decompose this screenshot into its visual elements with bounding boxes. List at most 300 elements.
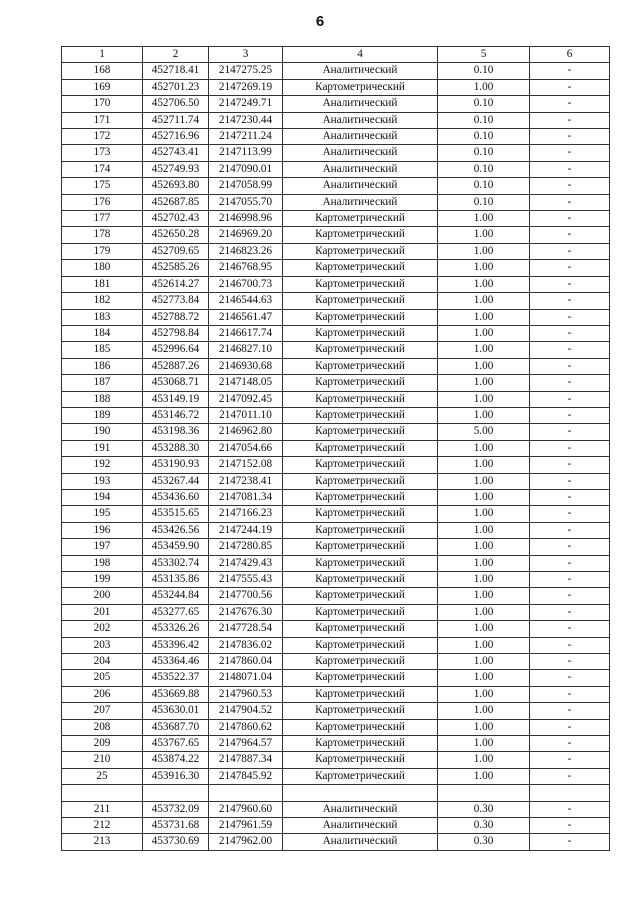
table-cell: 2147249.71 xyxy=(209,96,283,112)
table-cell: 453396.42 xyxy=(143,637,209,653)
table-row xyxy=(62,211,610,227)
table-row xyxy=(62,555,610,571)
table-cell: 2147152.08 xyxy=(209,457,283,473)
table-cell: 205 xyxy=(62,670,143,686)
page-number: 6 xyxy=(315,13,325,30)
table-cell: Картометрический xyxy=(283,260,438,276)
table-row xyxy=(62,309,610,325)
table-cell: 1.00 xyxy=(438,654,530,670)
table-cell: - xyxy=(530,227,610,243)
table-cell: - xyxy=(530,703,610,719)
table-row xyxy=(62,178,610,194)
table-cell: 1.00 xyxy=(438,588,530,604)
table-cell: - xyxy=(530,588,610,604)
table-cell: 452693.80 xyxy=(143,178,209,194)
table-cell: 2147269.19 xyxy=(209,79,283,95)
table-cell: - xyxy=(530,801,610,817)
table-cell: 452709.65 xyxy=(143,243,209,259)
table-cell: 183 xyxy=(62,309,143,325)
table-cell: 207 xyxy=(62,703,143,719)
table-cell: Картометрический xyxy=(283,293,438,309)
column-header: 2 xyxy=(143,47,209,63)
table-cell: 453687.70 xyxy=(143,719,209,735)
table-cell: 1.00 xyxy=(438,342,530,358)
table-cell: 453730.69 xyxy=(143,834,209,850)
table-cell: 1.00 xyxy=(438,227,530,243)
table-row xyxy=(62,670,610,686)
table-cell: 213 xyxy=(62,834,143,850)
table-cell: 1.00 xyxy=(438,293,530,309)
table-cell: 1.00 xyxy=(438,539,530,555)
table-cell: - xyxy=(530,358,610,374)
table-cell: 210 xyxy=(62,752,143,768)
table-cell: 452702.43 xyxy=(143,211,209,227)
table-cell: 2147960.60 xyxy=(209,801,283,817)
table-cell: 453459.90 xyxy=(143,539,209,555)
table-cell: Аналитический xyxy=(283,834,438,850)
table-cell: - xyxy=(530,440,610,456)
table-cell: Картометрический xyxy=(283,391,438,407)
table-cell: 169 xyxy=(62,79,143,95)
table-cell: Аналитический xyxy=(283,178,438,194)
table-cell: Картометрический xyxy=(283,440,438,456)
table-cell: 2147836.02 xyxy=(209,637,283,653)
table-cell: 2147238.41 xyxy=(209,473,283,489)
table-cell: Картометрический xyxy=(283,227,438,243)
table-cell: 2147148.05 xyxy=(209,375,283,391)
table-row xyxy=(62,424,610,440)
column-header: 5 xyxy=(438,47,530,63)
table-cell: 211 xyxy=(62,801,143,817)
column-header: 4 xyxy=(283,47,438,63)
table-cell xyxy=(62,785,143,801)
table-cell: 25 xyxy=(62,768,143,784)
table-row xyxy=(62,719,610,735)
table-cell: - xyxy=(530,96,610,112)
table-cell: Картометрический xyxy=(283,768,438,784)
table-cell: - xyxy=(530,637,610,653)
table-cell: Картометрический xyxy=(283,424,438,440)
table-cell: 1.00 xyxy=(438,572,530,588)
table-cell: 1.00 xyxy=(438,473,530,489)
table-cell: 204 xyxy=(62,654,143,670)
table-cell: 170 xyxy=(62,96,143,112)
table-row xyxy=(62,473,610,489)
table-cell: 2147113.99 xyxy=(209,145,283,161)
table-cell: 190 xyxy=(62,424,143,440)
table-row xyxy=(62,637,610,653)
table-row xyxy=(62,407,610,423)
table-cell: Картометрический xyxy=(283,555,438,571)
table-row xyxy=(62,325,610,341)
table-cell: 189 xyxy=(62,407,143,423)
table-cell: Картометрический xyxy=(283,719,438,735)
table-cell: 453522.37 xyxy=(143,670,209,686)
table-cell: 1.00 xyxy=(438,604,530,620)
table-cell: 1.00 xyxy=(438,440,530,456)
table-cell: - xyxy=(530,260,610,276)
table-cell: Картометрический xyxy=(283,522,438,538)
table-cell: 453426.56 xyxy=(143,522,209,538)
table-cell: 453916.30 xyxy=(143,768,209,784)
table-cell: 173 xyxy=(62,145,143,161)
table-cell: - xyxy=(530,522,610,538)
table-cell: 452585.26 xyxy=(143,260,209,276)
table-cell: - xyxy=(530,407,610,423)
table-cell: 2147960.53 xyxy=(209,686,283,702)
table-cell: 180 xyxy=(62,260,143,276)
table-cell: 1.00 xyxy=(438,637,530,653)
table-row xyxy=(62,63,610,79)
table-cell: 452798.84 xyxy=(143,325,209,341)
table-cell: Аналитический xyxy=(283,112,438,128)
table-row xyxy=(62,801,610,817)
table-cell: Картометрический xyxy=(283,375,438,391)
table-row xyxy=(62,818,610,834)
table-cell: 453277.65 xyxy=(143,604,209,620)
table-cell: 452749.93 xyxy=(143,161,209,177)
table-cell: - xyxy=(530,63,610,79)
table-row xyxy=(62,703,610,719)
table-row xyxy=(62,752,610,768)
table-cell: 0.10 xyxy=(438,96,530,112)
table-cell: 1.00 xyxy=(438,407,530,423)
table-cell: 452706.50 xyxy=(143,96,209,112)
table-cell: 0.30 xyxy=(438,834,530,850)
table-cell: 0.30 xyxy=(438,801,530,817)
table-cell: 198 xyxy=(62,555,143,571)
table-row xyxy=(62,145,610,161)
table-cell: - xyxy=(530,424,610,440)
table-cell: 2147728.54 xyxy=(209,621,283,637)
table-row xyxy=(62,654,610,670)
table-cell: - xyxy=(530,194,610,210)
table-cell: 2147676.30 xyxy=(209,604,283,620)
table-cell: 2147244.19 xyxy=(209,522,283,538)
table-cell: 200 xyxy=(62,588,143,604)
table-cell: Аналитический xyxy=(283,801,438,817)
table-cell: Картометрический xyxy=(283,473,438,489)
table-cell: - xyxy=(530,572,610,588)
table-cell: Картометрический xyxy=(283,358,438,374)
table-cell: 453198.36 xyxy=(143,424,209,440)
table-cell: 177 xyxy=(62,211,143,227)
table-cell: 453326.26 xyxy=(143,621,209,637)
table-row xyxy=(62,522,610,538)
table-cell: - xyxy=(530,752,610,768)
table-cell: Картометрический xyxy=(283,506,438,522)
table-row xyxy=(62,686,610,702)
table-row xyxy=(62,489,610,505)
table-cell: 168 xyxy=(62,63,143,79)
table-cell: 2146998.96 xyxy=(209,211,283,227)
table-cell: 1.00 xyxy=(438,752,530,768)
table-cell: 1.00 xyxy=(438,260,530,276)
table-cell: 2147887.34 xyxy=(209,752,283,768)
table-cell: Картометрический xyxy=(283,572,438,588)
table-cell: Картометрический xyxy=(283,703,438,719)
table-cell: 5.00 xyxy=(438,424,530,440)
table-row xyxy=(62,293,610,309)
table-cell: 2147962.00 xyxy=(209,834,283,850)
table-cell: 2147011.10 xyxy=(209,407,283,423)
table-cell: 1.00 xyxy=(438,276,530,292)
table-cell: 196 xyxy=(62,522,143,538)
table-cell: - xyxy=(530,391,610,407)
table-cell: Картометрический xyxy=(283,407,438,423)
table-cell: - xyxy=(530,178,610,194)
table-cell: 185 xyxy=(62,342,143,358)
table-row xyxy=(62,572,610,588)
table-cell: 2147081.34 xyxy=(209,489,283,505)
table-cell: Аналитический xyxy=(283,145,438,161)
table-cell: 1.00 xyxy=(438,686,530,702)
table-cell: Аналитический xyxy=(283,129,438,145)
column-header: 3 xyxy=(209,47,283,63)
column-header: 1 xyxy=(62,47,143,63)
table-cell: - xyxy=(530,621,610,637)
table-cell: 452614.27 xyxy=(143,276,209,292)
table-cell: 453731.68 xyxy=(143,818,209,834)
table-cell: 2146700.73 xyxy=(209,276,283,292)
table-cell: 452701.23 xyxy=(143,79,209,95)
table-cell: 2147090.01 xyxy=(209,161,283,177)
table-cell: 1.00 xyxy=(438,309,530,325)
table-cell: Картометрический xyxy=(283,670,438,686)
table-cell: - xyxy=(530,719,610,735)
table-cell: Картометрический xyxy=(283,736,438,752)
table-cell: 1.00 xyxy=(438,719,530,735)
table-cell xyxy=(530,785,610,801)
table-cell: 453135.86 xyxy=(143,572,209,588)
table-cell: 452743.41 xyxy=(143,145,209,161)
table-cell: - xyxy=(530,834,610,850)
table-cell: Аналитический xyxy=(283,96,438,112)
table-cell: 187 xyxy=(62,375,143,391)
table-cell: 453149.19 xyxy=(143,391,209,407)
table-cell: 2147429.43 xyxy=(209,555,283,571)
table-cell: Картометрический xyxy=(283,325,438,341)
table-cell: 192 xyxy=(62,457,143,473)
table-row xyxy=(62,358,610,374)
table-cell: 0.10 xyxy=(438,145,530,161)
table-row xyxy=(62,260,610,276)
table-cell: - xyxy=(530,243,610,259)
table-cell: 0.10 xyxy=(438,194,530,210)
table-cell: 1.00 xyxy=(438,358,530,374)
table-cell: Аналитический xyxy=(283,161,438,177)
table-cell: Картометрический xyxy=(283,457,438,473)
table-cell: Картометрический xyxy=(283,686,438,702)
table-row xyxy=(62,276,610,292)
table-cell: Картометрический xyxy=(283,539,438,555)
table-cell: 2147211.24 xyxy=(209,129,283,145)
table-cell: 202 xyxy=(62,621,143,637)
table-cell: - xyxy=(530,112,610,128)
table-cell: 1.00 xyxy=(438,621,530,637)
table-row xyxy=(62,604,610,620)
table-cell: 1.00 xyxy=(438,522,530,538)
table-cell: - xyxy=(530,670,610,686)
table-cell: 453767.65 xyxy=(143,736,209,752)
table-cell: 453630.01 xyxy=(143,703,209,719)
table-row xyxy=(62,375,610,391)
table-cell: 0.10 xyxy=(438,161,530,177)
table-cell: 175 xyxy=(62,178,143,194)
table-cell: 1.00 xyxy=(438,325,530,341)
table-cell xyxy=(283,785,438,801)
table-cell: 2147961.59 xyxy=(209,818,283,834)
table-cell: - xyxy=(530,736,610,752)
table-cell: 2146969.20 xyxy=(209,227,283,243)
table-row xyxy=(62,785,610,801)
table-cell: 0.10 xyxy=(438,63,530,79)
table-cell: 452887.26 xyxy=(143,358,209,374)
table-cell: 2147166.23 xyxy=(209,506,283,522)
table-row xyxy=(62,194,610,210)
table-cell: 174 xyxy=(62,161,143,177)
table-cell: 179 xyxy=(62,243,143,259)
table-cell: 453288.30 xyxy=(143,440,209,456)
table-cell: 2148071.04 xyxy=(209,670,283,686)
table-cell: 2147860.04 xyxy=(209,654,283,670)
table-cell: 2146768.95 xyxy=(209,260,283,276)
table-cell: - xyxy=(530,276,610,292)
table-cell: 2147555.43 xyxy=(209,572,283,588)
table-cell: Аналитический xyxy=(283,818,438,834)
table-cell: 2147904.52 xyxy=(209,703,283,719)
table-row xyxy=(62,391,610,407)
table-cell: - xyxy=(530,473,610,489)
table-cell xyxy=(209,785,283,801)
table-cell xyxy=(143,785,209,801)
table-cell xyxy=(438,785,530,801)
table-cell: 1.00 xyxy=(438,506,530,522)
table-cell: 2146561.47 xyxy=(209,309,283,325)
table-cell: - xyxy=(530,539,610,555)
table-cell: 2147700.56 xyxy=(209,588,283,604)
table-cell: 452996.64 xyxy=(143,342,209,358)
table-cell: 452788.72 xyxy=(143,309,209,325)
table-row xyxy=(62,834,610,850)
table-cell: 197 xyxy=(62,539,143,555)
table-cell: 176 xyxy=(62,194,143,210)
table-cell: 193 xyxy=(62,473,143,489)
table-cell: 453146.72 xyxy=(143,407,209,423)
table-cell: 453267.44 xyxy=(143,473,209,489)
table-cell: 171 xyxy=(62,112,143,128)
table-cell: Картометрический xyxy=(283,309,438,325)
table-cell: - xyxy=(530,145,610,161)
table-cell: 452716.96 xyxy=(143,129,209,145)
table-cell: 194 xyxy=(62,489,143,505)
table-cell: 2147280.85 xyxy=(209,539,283,555)
table-cell: - xyxy=(530,293,610,309)
table-cell: Картометрический xyxy=(283,621,438,637)
table-cell: Картометрический xyxy=(283,276,438,292)
table-cell: Картометрический xyxy=(283,588,438,604)
table-cell: 452650.28 xyxy=(143,227,209,243)
table-cell: - xyxy=(530,654,610,670)
table-cell: Картометрический xyxy=(283,79,438,95)
table-cell: 201 xyxy=(62,604,143,620)
table-cell: - xyxy=(530,818,610,834)
table-cell: 191 xyxy=(62,440,143,456)
table-cell: - xyxy=(530,457,610,473)
table-cell: 2146827.10 xyxy=(209,342,283,358)
table-cell: Картометрический xyxy=(283,243,438,259)
table-row xyxy=(62,588,610,604)
table-cell: 2147964.57 xyxy=(209,736,283,752)
table-cell: 1.00 xyxy=(438,375,530,391)
table-cell: 2147058.99 xyxy=(209,178,283,194)
table-cell: Аналитический xyxy=(283,63,438,79)
table-row xyxy=(62,768,610,784)
table-cell: 0.10 xyxy=(438,112,530,128)
table-cell: 1.00 xyxy=(438,489,530,505)
table-cell: 453669.88 xyxy=(143,686,209,702)
table-row xyxy=(62,539,610,555)
table-cell: 209 xyxy=(62,736,143,752)
table-cell: 453515.65 xyxy=(143,506,209,522)
table-cell: 2146930.68 xyxy=(209,358,283,374)
table-cell: 1.00 xyxy=(438,736,530,752)
table-cell: Картометрический xyxy=(283,654,438,670)
table-row xyxy=(62,112,610,128)
table-cell: 1.00 xyxy=(438,555,530,571)
table-cell: - xyxy=(530,768,610,784)
table-body xyxy=(62,63,610,850)
table-cell: - xyxy=(530,309,610,325)
table-row xyxy=(62,96,610,112)
table-cell: - xyxy=(530,375,610,391)
table-cell: Аналитический xyxy=(283,194,438,210)
table-cell: - xyxy=(530,129,610,145)
table-cell: 203 xyxy=(62,637,143,653)
table-cell: 453436.60 xyxy=(143,489,209,505)
table-cell: 206 xyxy=(62,686,143,702)
table-row xyxy=(62,736,610,752)
table-cell: 186 xyxy=(62,358,143,374)
table-cell: 453244.84 xyxy=(143,588,209,604)
table-cell: 208 xyxy=(62,719,143,735)
table-cell: - xyxy=(530,211,610,227)
table-cell: 452773.84 xyxy=(143,293,209,309)
coordinates-table xyxy=(61,46,610,851)
table-cell: 2147054.66 xyxy=(209,440,283,456)
table-cell: 453364.46 xyxy=(143,654,209,670)
table-cell: 1.00 xyxy=(438,211,530,227)
table-cell: 2147230.44 xyxy=(209,112,283,128)
table-cell: 2146962.80 xyxy=(209,424,283,440)
header-row xyxy=(62,47,610,63)
table-cell: - xyxy=(530,79,610,95)
table-cell: Картометрический xyxy=(283,489,438,505)
table-cell: 452718.41 xyxy=(143,63,209,79)
table-row xyxy=(62,227,610,243)
table-cell: - xyxy=(530,489,610,505)
table-cell: 453874.22 xyxy=(143,752,209,768)
table-cell: Картометрический xyxy=(283,637,438,653)
table-cell: 453190.93 xyxy=(143,457,209,473)
table-cell: 453068.71 xyxy=(143,375,209,391)
table-cell: 1.00 xyxy=(438,243,530,259)
table-cell: 1.00 xyxy=(438,768,530,784)
table-cell: 0.10 xyxy=(438,178,530,194)
table-cell: 195 xyxy=(62,506,143,522)
table-row xyxy=(62,342,610,358)
table-cell: 2146617.74 xyxy=(209,325,283,341)
